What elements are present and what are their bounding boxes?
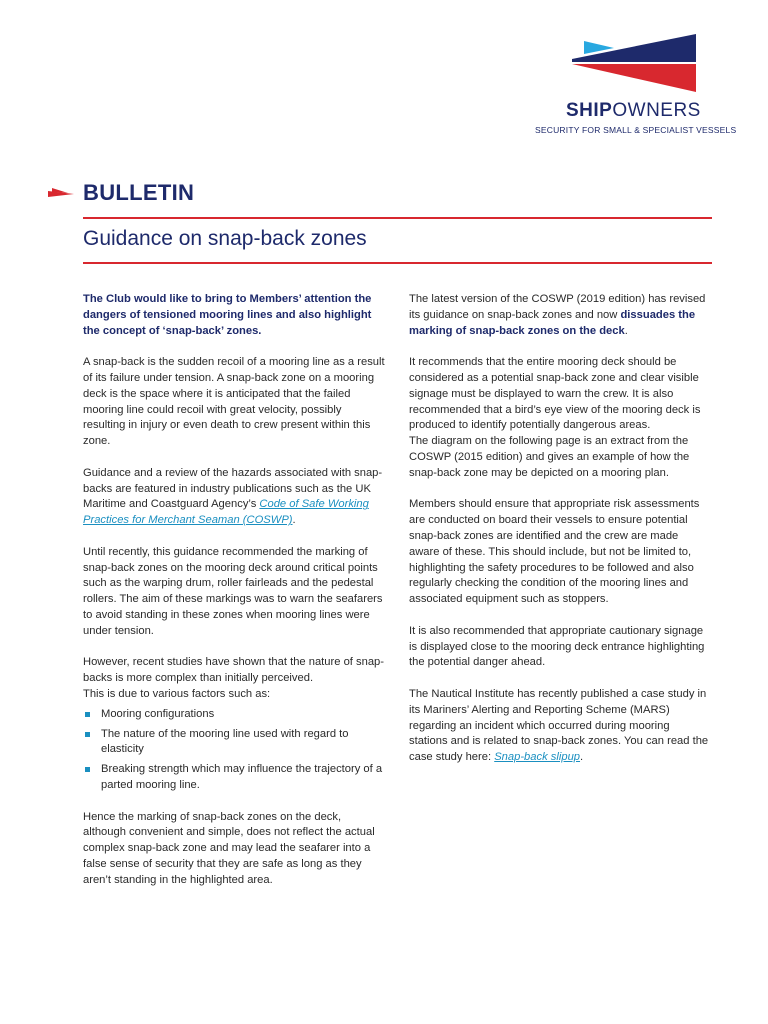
coswp-2019-text-end: . <box>624 324 628 337</box>
snap-back-slipup-link[interactable]: Snap-back slipup <box>494 751 581 764</box>
bullet-square-icon <box>85 732 90 737</box>
divider-top <box>83 217 712 219</box>
paragraph-risk-assessment: Members should ensure that appropriate risk assessments are conducted on board their vessels to ensure potential snap-back zones are identified and the crew are made aware of these. This should include, but not be limited to, highlighting the safety procedures to be followed and also regularly checking the condition of the mooring lines and associated equipment such as stoppers. <box>409 498 700 606</box>
flag-icon <box>48 188 74 200</box>
paragraph-signage: It is also recommended that appropriate cautionary signage is displayed close to the mooring deck entrance highlighting the potential danger ahead. <box>409 624 705 669</box>
divider-bottom <box>83 262 712 264</box>
coswp-link[interactable]: Code of Safe Working Practices for Merchant Seaman (COSWP) <box>83 498 369 527</box>
paragraph-recent-studies: However, recent studies have shown that the nature of snap-backs is more complex than initially perceived. <box>83 656 384 685</box>
nautical-institute-text: The Nautical Institute has recently published a case study in its Mariners’ Alerting and Reporting Scheme (MARS) regarding an incident which occurred during mooring stations and is related to snap-back zones. You can read the case study here: <box>409 687 709 764</box>
list-item <box>83 727 386 759</box>
brand-tagline: SECURITY FOR SMALL & SPECIALIST VESSELS <box>535 125 737 135</box>
list-item-text: Mooring configurations <box>101 707 215 720</box>
bulletin-label: BULLETIN <box>83 180 195 205</box>
paragraph-nautical-institute <box>409 687 711 766</box>
page-title: Guidance on snap-back zones <box>83 227 367 250</box>
nautical-institute-text-end: . <box>580 751 584 764</box>
dissuades-text: dissuades the marking of snap-back zones on the deck <box>409 308 696 337</box>
left-column <box>83 292 386 904</box>
bullet-square-icon <box>85 767 90 772</box>
list-item-text: Breaking strength which may influence the trajectory of a parted mooring line. <box>101 763 383 791</box>
list-item <box>83 707 386 723</box>
guidance-text-end: . <box>292 514 296 527</box>
coswp-2019-text: The latest version of the COSWP (2019 edition) has revised its guidance on snap-back zones and now <box>409 293 706 321</box>
factors-list <box>83 707 386 794</box>
bullet-square-icon <box>85 712 90 717</box>
brand-name <box>566 100 701 122</box>
paragraph-coswp-2019 <box>409 292 711 339</box>
list-item <box>83 762 386 794</box>
paragraph-recommendation: It recommends that the entire mooring deck should be considered as a potential snap-back zone and clear visible signage must be displayed to warn the crew. It is also recommended that a bird’s eye view of the mooring deck is produced to identify potentially dangerous areas. <box>409 356 701 432</box>
list-item-text: The nature of the mooring line used with regard to elasticity <box>101 727 349 756</box>
guidance-text: Guidance and a review of the hazards associated with snap-backs are featured in industry publications such as the UK Maritime and Coastguard Agency’s <box>83 466 383 511</box>
paragraph-guidance <box>83 466 386 529</box>
paragraph-until-recently: Until recently, this guidance recommended the marking of snap-back zones on the mooring deck around critical points such as the warping drum, roller fairleads and the pedestal rollers. The aim of these markings was to warn the seafarers to avoid standing in these zones when mooring lines were under tension. <box>83 545 383 637</box>
paragraph-snapback-definition: A snap-back is the sudden recoil of a mooring line as a result of its failure under tension. A snap-back zone on a mooring deck is the space where it is anticipated that the failed mooring line could recoil with great velocity, possibly resulting in injury or even death to crew present within this zone. <box>83 356 385 448</box>
intro-paragraph: The Club would like to bring to Members’ attention the dangers of tensioned mooring lines and also highlight the concept of ‘snap-back’ zones. <box>83 293 372 337</box>
paragraph-diagram-note: The diagram on the following page is an extract from the COSWP (2015 edition) and gives an example of how the snap-back zone may be depicted on a mooring plan. <box>409 435 690 479</box>
shipowners-logo-icon <box>570 34 696 92</box>
brand-rest: OWNERS <box>612 100 701 121</box>
paragraph-hence: Hence the marking of snap-back zones on the deck, although convenient and simple, does not reflect the actual complex snap-back zone and may lead the seafarer into a false sense of security that they are safe as long as they aren’t standing in the highlighted area. <box>83 810 375 886</box>
paragraph-factors: This is due to various factors such as: <box>83 687 271 700</box>
right-column <box>409 292 711 782</box>
brand-bold: SHIP <box>566 100 613 121</box>
